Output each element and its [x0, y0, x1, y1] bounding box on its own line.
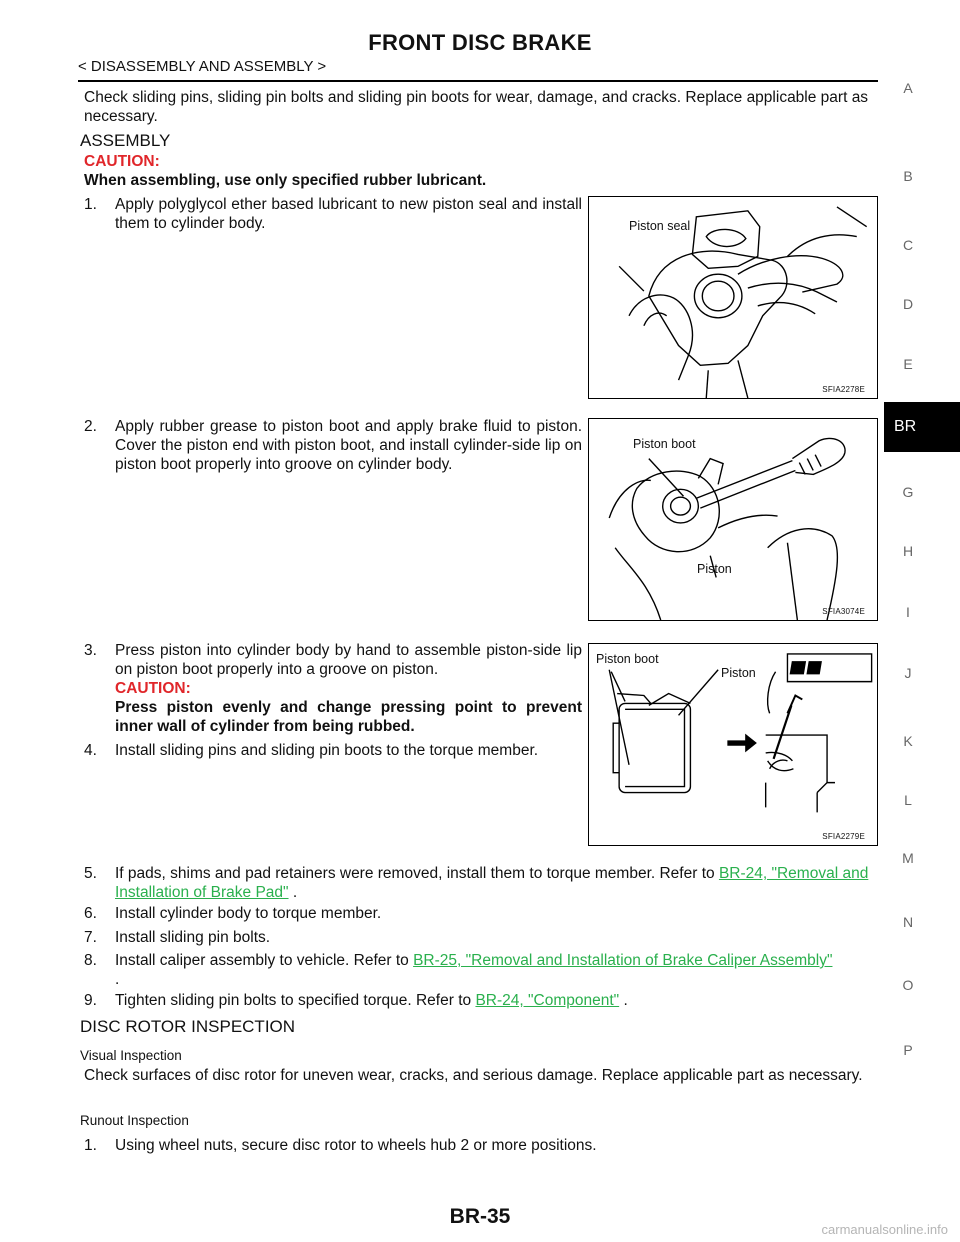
step-number: 8.: [84, 952, 97, 969]
section-subtitle: < DISASSEMBLY AND ASSEMBLY >: [78, 58, 327, 75]
step-3-caution-label: CAUTION:: [115, 680, 191, 697]
assembly-caution-label: CAUTION:: [84, 153, 160, 170]
step-text: Apply rubber grease to piston boot and apply brake fluid to piston. Cover the piston end with piston boot, and install cylinder-side lip on piston boot properly into groove on cylinder body.: [115, 418, 582, 473]
figure-label-piston-boot: Piston boot: [596, 652, 659, 666]
step-text: Install caliper assembly to vehicle. Refer to: [115, 952, 409, 969]
assembly-caution-text: When assembling, use only specified rubber lubricant.: [84, 172, 487, 189]
section-index-a[interactable]: A: [903, 80, 913, 96]
figure-piston-boot-groove: [588, 643, 878, 846]
header-rule: [78, 80, 878, 82]
step-text: Apply polyglycol ether based lubricant to new piston seal and install them to cylinder body.: [115, 196, 582, 232]
visual-inspection-heading: Visual Inspection: [80, 1048, 182, 1063]
figure-code: SFIA2279E: [822, 832, 865, 841]
section-index-l[interactable]: L: [904, 792, 912, 808]
step-number: 7.: [84, 929, 97, 946]
section-index-b[interactable]: B: [903, 168, 913, 184]
page-title: FRONT DISC BRAKE: [368, 30, 592, 55]
figure-label-piston-boot: Piston boot: [633, 437, 696, 451]
step-number: 1.: [84, 1137, 97, 1154]
watermark: carmanualsonline.info: [821, 1222, 948, 1237]
step-3-caution-text: Press piston evenly and change pressing point to prevent inner wall of cylinder from being rubbed.: [115, 699, 582, 735]
step-text: Tighten sliding pin bolts to specified torque. Refer to: [115, 992, 472, 1009]
step-number: 4.: [84, 742, 97, 759]
visual-inspection-text: Check surfaces of disc rotor for uneven wear, cracks, and serious damage. Replace applicable part as necessary.: [84, 1067, 863, 1084]
assembly-heading: ASSEMBLY: [80, 131, 171, 150]
step-number: 6.: [84, 905, 97, 922]
step-number: 3.: [84, 642, 97, 659]
section-index-j[interactable]: J: [904, 665, 912, 681]
step-text-after: .: [115, 971, 120, 988]
runout-inspection-heading: Runout Inspection: [80, 1113, 189, 1128]
step-number: 5.: [84, 865, 97, 882]
page-number: BR-35: [449, 1205, 511, 1228]
step-number: 9.: [84, 992, 97, 1009]
figure-code: SFIA2278E: [822, 385, 865, 394]
section-index-e[interactable]: E: [903, 356, 913, 372]
link-removal-installation-brake-pad[interactable]: BR-24, "Removal and Installation of Brake Pad": [115, 865, 869, 901]
figure-piston-boot: [588, 418, 878, 621]
section-index-i[interactable]: I: [906, 604, 910, 620]
section-tab-active[interactable]: BR: [884, 402, 960, 452]
link-removal-installation-caliper[interactable]: BR-25, "Removal and Installation of Brake Caliper Assembly": [413, 952, 833, 969]
section-index-c[interactable]: C: [902, 237, 914, 253]
section-index-n[interactable]: N: [902, 914, 914, 930]
section-index-m[interactable]: M: [902, 850, 914, 866]
link-component[interactable]: BR-24, "Component": [475, 992, 620, 1009]
step-text: Install sliding pin bolts.: [115, 929, 271, 946]
section-index-p[interactable]: P: [903, 1042, 913, 1058]
section-index-k[interactable]: K: [903, 733, 913, 749]
figure-piston-seal: [588, 196, 878, 399]
figure-label-piston: Piston: [697, 562, 732, 576]
step-text-after: .: [619, 992, 628, 1009]
step-text: Install sliding pins and sliding pin boots to the torque member.: [115, 742, 539, 759]
section-index-o[interactable]: O: [902, 977, 914, 993]
figure-code: SFIA3074E: [822, 607, 865, 616]
step-text: Press piston into cylinder body by hand to assemble piston-side lip on piston boot properly into a groove on piston.: [115, 642, 582, 678]
section-index-h[interactable]: H: [902, 543, 914, 559]
step-number: 1.: [84, 196, 97, 213]
figure-label-piston-seal: Piston seal: [629, 219, 691, 233]
step-text: Using wheel nuts, secure disc rotor to wheels hub 2 or more positions.: [115, 1137, 597, 1154]
rotor-heading: DISC ROTOR INSPECTION: [80, 1017, 296, 1036]
step-text: Install cylinder body to torque member.: [115, 905, 382, 922]
step-number: 2.: [84, 418, 97, 435]
step-text: If pads, shims and pad retainers were removed, install them to torque member. Refer to: [115, 865, 715, 882]
step-text-after: .: [288, 884, 298, 901]
section-index-d[interactable]: D: [902, 296, 914, 312]
section-index-g[interactable]: G: [902, 484, 914, 500]
intro-paragraph: Check sliding pins, sliding pin bolts and sliding pin boots for wear, damage, and cracks. Replace applicable part as necessary.: [84, 89, 869, 125]
figure-label-piston: Piston: [721, 666, 756, 680]
